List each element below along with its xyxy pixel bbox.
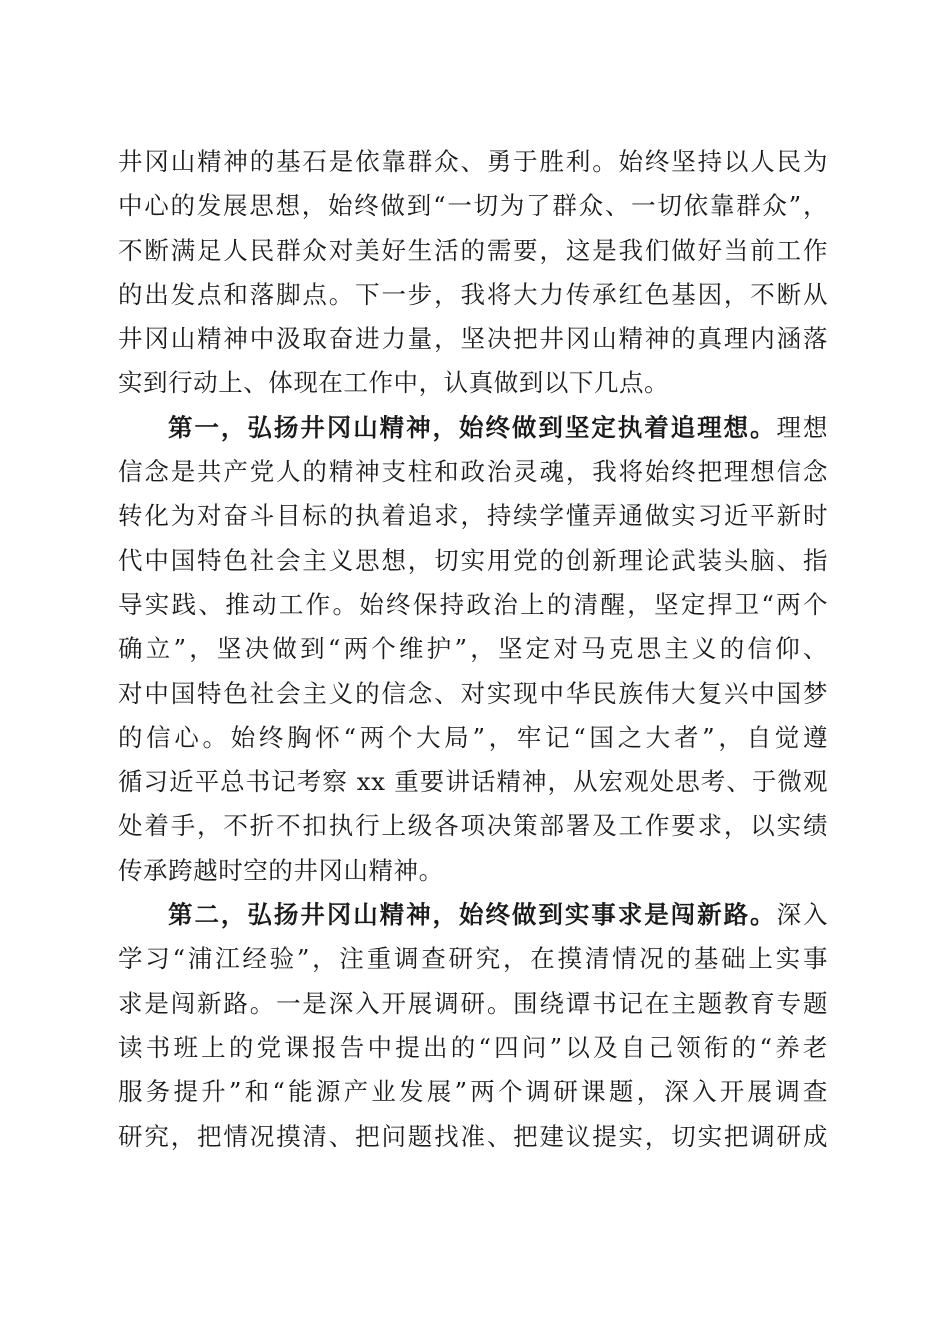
paragraph-0-line-3: 不断满足人民群众对美好生活的需要，这是我们做好当前工作 (118, 235, 828, 265)
paragraph-1-first-line-rest: 理想 (776, 412, 828, 442)
paragraph-2-line-3: 求是闯新路。一是深入开展调研。围绕谭书记在主题教育专题 (118, 988, 828, 1018)
paragraph-1-line-10: 处着手，不折不扣执行上级各项决策部署及工作要求，以实绩 (118, 811, 828, 841)
paragraph-1-line-4: 代中国特色社会主义思想，切实用党的创新理论武装头脑、指 (118, 545, 828, 575)
paragraph-0-line-5: 井冈山精神中汲取奋进力量，坚决把井冈山精神的真理内涵落 (118, 324, 828, 354)
paragraph-1-line-11: 传承跨越时空的井冈山精神。 (118, 855, 444, 885)
paragraph-0-line-2: 中心的发展思想，始终做到“一切为了群众、一切依靠群众”， (118, 191, 828, 221)
paragraph-1-line-8: 的信心。始终胸怀“两个大局”，牢记“国之大者”，自觉遵 (118, 722, 828, 752)
paragraph-1-lead: 第一，弘扬井冈山精神，始终做到坚定执着追理想。 (168, 412, 777, 442)
paragraph-1-first-line (118, 406, 828, 450)
paragraph-1-line-7: 对中国特色社会主义的信念、对实现中华民族伟大复兴中国梦 (118, 678, 828, 708)
paragraph-1-line-6: 确立”，坚决做到“两个维护”，坚定对马克思主义的信仰、 (118, 634, 828, 664)
paragraph-2-lead: 第二，弘扬井冈山精神，始终做到实事求是闯新路。 (168, 900, 777, 930)
paragraph-1-line-2: 信念是共产党人的精神支柱和政治灵魂，我将始终把理想信念 (118, 457, 828, 487)
paragraph-1-line-9: 循习近平总书记考察 xx 重要讲话精神，从宏观处思考、于微观 (118, 767, 828, 797)
paragraph-1-line-5: 导实践、推动工作。始终保持政治上的清醒，坚定捍卫“两个 (118, 589, 828, 619)
paragraph-2-first-line-rest: 深入 (776, 900, 828, 930)
paragraph-2-line-2: 学习“浦江经验”，注重调查研究，在摸清情况的基础上实事 (118, 944, 828, 974)
document-body (118, 140, 828, 1159)
paragraph-0-line-4: 的出发点和落脚点。下一步，我将大力传承红色基因，不断从 (118, 279, 828, 309)
paragraph-2-first-line (118, 893, 828, 937)
paragraph-0-line-1: 井冈山精神的基石是依靠群众、勇于胜利。始终坚持以人民为 (118, 147, 828, 176)
paragraph-1-line-3: 转化为对奋斗目标的执着追求，持续学懂弄通做实习近平新时 (118, 501, 828, 531)
paragraph-2-line-6: 研究，把情况摸清、把问题找准、把建议提实，切实把调研成 (118, 1121, 828, 1151)
paragraph-0-line-6: 实到行动上、体现在工作中，认真做到以下几点。 (118, 368, 670, 398)
paragraph-2-line-4: 读书班上的党课报告中提出的“四问”以及自己领衔的“养老 (118, 1032, 828, 1062)
paragraph-2-line-5: 服务提升”和“能源产业发展”两个调研课题，深入开展调查 (118, 1077, 828, 1107)
